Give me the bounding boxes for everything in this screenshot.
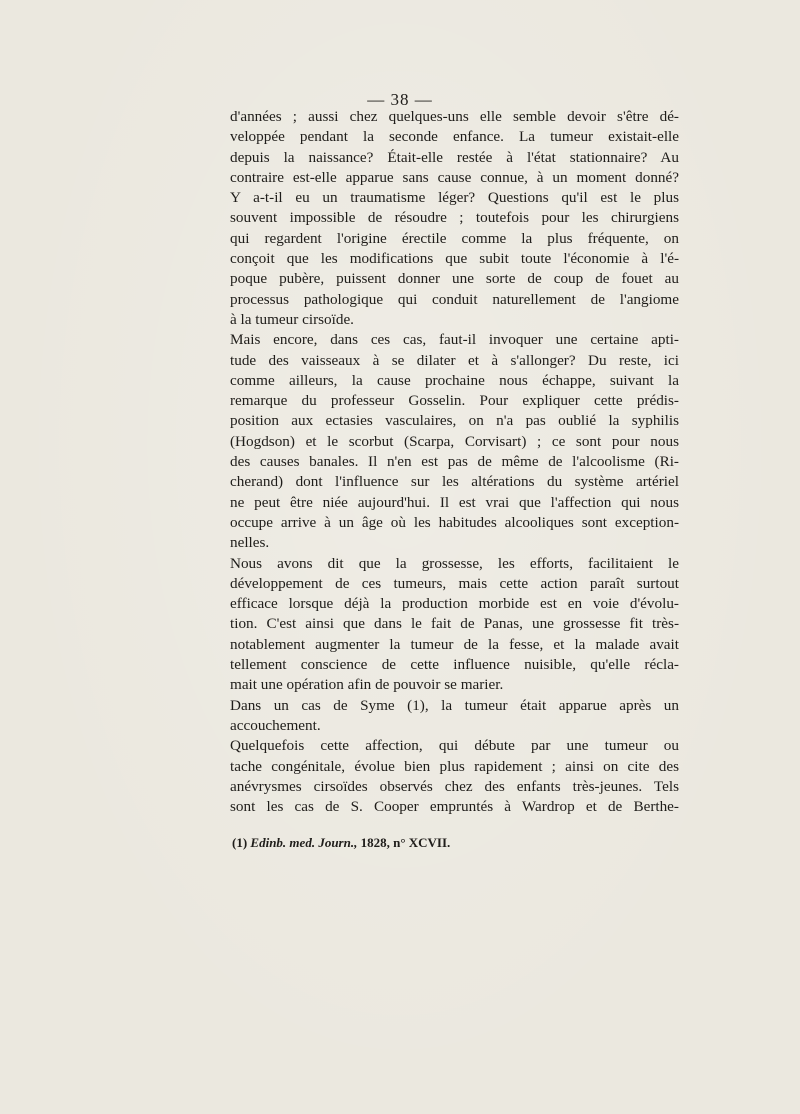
text-line: des causes banales. Il n'en est pas de même de l'alcoolisme (Ri- (230, 453, 679, 471)
text-line: processus pathologique qui conduit naturellement de l'angiome (230, 290, 679, 308)
text-line: développement de ces tumeurs, mais cette action paraît surtout (230, 574, 679, 592)
footnote-source: Edinb. med. Journ., (250, 835, 358, 850)
text-line: sont les cas de S. Cooper empruntés à Wardrop et de Berthe- (230, 798, 679, 816)
text-line: Y a-t-il eu un traumatisme léger? Questions qu'il est le plus (230, 189, 679, 207)
footnote-detail: 1828, n° XCVII. (360, 835, 451, 850)
text-line: tude des vaisseaux à se dilater et à s'allonger? Du reste, ici (230, 351, 679, 369)
text-line: Quelquefois cette affection, qui débute par une tumeur ou (230, 737, 679, 755)
text-line: (Hogdson) et le scorbut (Scarpa, Corvisart) ; ce sont pour nous (230, 432, 679, 450)
text-line: occupe arrive à un âge où les habitudes alcooliques sont exception- (230, 513, 679, 531)
text-line: Mais encore, dans ces cas, faut-il invoquer une certaine apti- (230, 331, 679, 349)
text-line: qui regardent l'origine érectile comme la plus fréquente, on (230, 229, 679, 247)
text-line: Nous avons dit que la grossesse, les efforts, facilitaient le (230, 554, 679, 572)
text-line: tache congénitale, évolue bien plus rapidement ; ainsi on cite des (230, 757, 679, 775)
text-line: Dans un cas de Syme (1), la tumeur était apparue après un (230, 696, 679, 714)
text-line: remarque du professeur Gosselin. Pour expliquer cette prédis- (230, 392, 679, 410)
text-line: poque pubère, puissent donner une sorte de coup de fouet au (230, 270, 679, 288)
text-line: conçoit que les modifications que subit toute l'économie à l'é- (230, 250, 679, 268)
page-number: — 38 — (367, 90, 433, 109)
text-line: notablement augmenter la tumeur de la fesse, et la malade avait (230, 635, 679, 653)
text-line: position aux ectasies vasculaires, on n'a pas oublié la syphilis (230, 412, 679, 430)
footnote (232, 835, 450, 851)
body-text (230, 107, 679, 817)
text-line: depuis la naissance? Était-elle restée à l'état stationnaire? Au (230, 148, 679, 166)
footnote-marker: (1) (232, 835, 248, 850)
text-line: mait une opération afin de pouvoir se marier. (230, 676, 504, 694)
text-line: cherand) dont l'influence sur les altérations du système artériel (230, 473, 679, 491)
text-line: anévrysmes cirsoïdes observés chez des enfants très-jeunes. Tels (230, 777, 679, 795)
text-line: souvent impossible de résoudre ; toutefois pour les chirurgiens (230, 209, 679, 227)
text-line: à la tumeur cirsoïde. (230, 310, 354, 328)
text-line: comme ailleurs, la cause prochaine nous échappe, suivant la (230, 371, 679, 389)
text-line: contraire est-elle apparue sans cause connue, à un moment donné? (230, 168, 679, 186)
text-line: ne peut être niée aujourd'hui. Il est vrai que l'affection qui nous (230, 493, 679, 511)
text-line: tion. C'est ainsi que dans le fait de Panas, une grossesse fit très- (230, 615, 679, 633)
text-line: accouchement. (230, 716, 321, 734)
text-line: nelles. (230, 534, 270, 552)
text-line: tellement conscience de cette influence nuisible, qu'elle récla- (230, 656, 679, 674)
text-line: d'années ; aussi chez quelques-uns elle semble devoir s'être dé- (230, 108, 679, 125)
text-line: veloppée pendant la seconde enfance. La tumeur existait-elle (230, 128, 679, 146)
text-line: efficace lorsque déjà la production morbide est en voie d'évolu- (230, 595, 679, 613)
